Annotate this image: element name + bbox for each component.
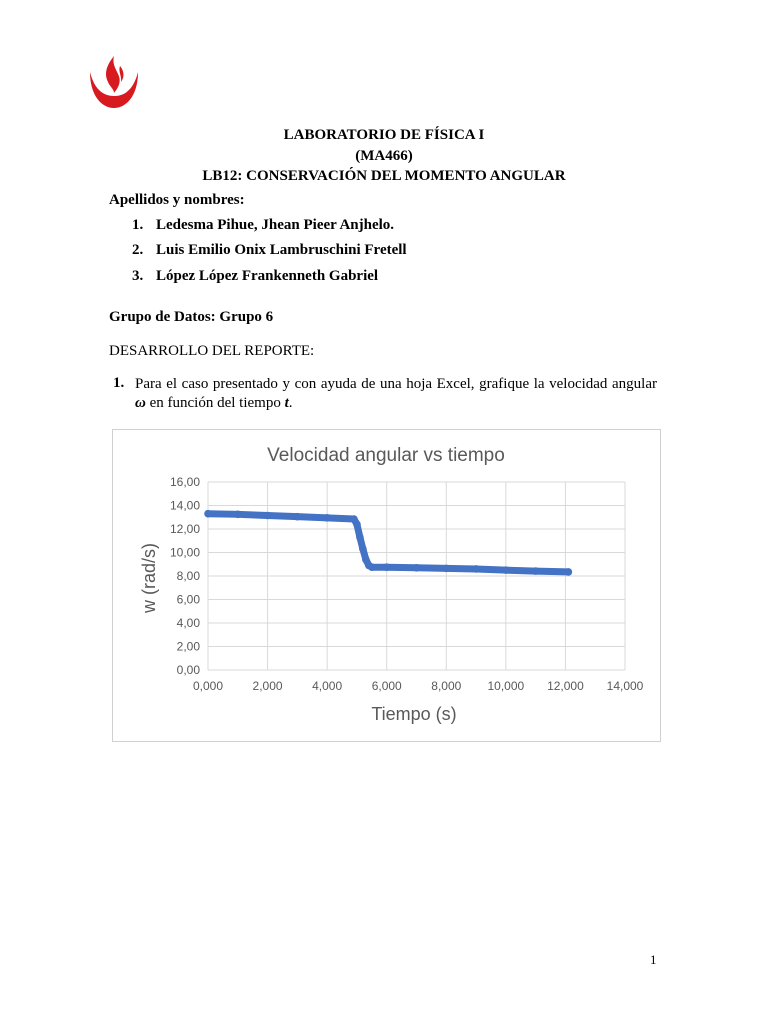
report-title-lab: LABORATORIO DE FÍSICA I (283, 127, 485, 143)
data-point (359, 545, 367, 553)
data-group: Grupo de Datos: Grupo 6 (109, 309, 274, 325)
data-point (565, 568, 573, 576)
x-tick-label: 4,000 (312, 679, 343, 693)
report-course-code: (MA466) (355, 148, 413, 164)
y-tick-label: 2,00 (176, 639, 200, 654)
question-text (135, 375, 657, 413)
report-title-topic: LB12: CONSERVACIÓN DEL MOMENTO ANGULAR (202, 168, 566, 184)
question-text-end: . (288, 395, 293, 411)
y-tick-label: 4,00 (176, 616, 200, 630)
data-point (532, 567, 540, 575)
section-heading: DESARROLLO DEL REPORTE: (109, 343, 315, 359)
author-name: López López Frankenneth Gabriel (156, 268, 379, 284)
data-point (383, 563, 391, 571)
x-tick-label: 10,000 (487, 679, 525, 693)
university-logo (84, 52, 144, 112)
y-tick-label: 12,00 (169, 522, 200, 536)
question-number: 1. (113, 375, 125, 391)
data-point (294, 513, 302, 521)
omega-symbol: ω (135, 395, 146, 411)
author-item (132, 217, 394, 234)
question-text-part1: Para el caso presentado y con ayuda de una hoja Excel, grafique la velocidad angular (135, 376, 657, 392)
x-tick-label: 12,000 (547, 679, 584, 693)
x-tick-label: 2,000 (252, 679, 283, 693)
authors-label: Apellidos y nombres: (109, 192, 245, 208)
chart-svg (113, 430, 660, 741)
x-tick-label: 8,000 (431, 679, 462, 693)
author-item (132, 242, 407, 259)
x-tick-label: 0,000 (192, 679, 224, 693)
y-tick-label: 10,00 (169, 545, 200, 560)
data-point (502, 566, 510, 574)
data-point (368, 563, 376, 571)
author-number: 3. (132, 268, 144, 284)
author-item (132, 268, 378, 285)
data-point (264, 512, 272, 520)
y-tick-label: 14,00 (169, 498, 200, 513)
author-number: 2. (132, 242, 144, 258)
x-axis-label: Tiempo (s) (371, 704, 457, 724)
x-tick-label: 14,000 (606, 679, 644, 693)
y-tick-label: 0,00 (176, 663, 200, 677)
angular-velocity-chart (112, 429, 661, 742)
time-variable: t (284, 395, 289, 411)
author-name: Ledesma Pihue, Jhean Pieer Anjhelo. (156, 217, 395, 233)
question-text-part2: en función del tiempo (145, 395, 285, 411)
data-point (356, 533, 364, 541)
y-tick-label: 6,00 (176, 592, 200, 607)
series-line (208, 514, 568, 572)
data-point (204, 510, 212, 518)
author-number: 1. (132, 217, 144, 233)
page-number: 1 (650, 952, 657, 967)
y-tick-label: 8,00 (176, 569, 200, 583)
chart-title: Velocidad angular vs tiempo (267, 445, 505, 466)
data-point (234, 511, 242, 519)
data-point (472, 565, 480, 573)
y-axis-label: w (rad/s) (139, 542, 159, 614)
author-name: Luis Emilio Onix Lambruschini Fretell (156, 242, 407, 258)
data-point (323, 514, 331, 522)
y-tick-label: 16,00 (169, 475, 200, 489)
data-point (353, 521, 361, 529)
x-tick-label: 6,000 (371, 679, 402, 693)
data-point (413, 564, 421, 572)
data-point (442, 565, 450, 573)
